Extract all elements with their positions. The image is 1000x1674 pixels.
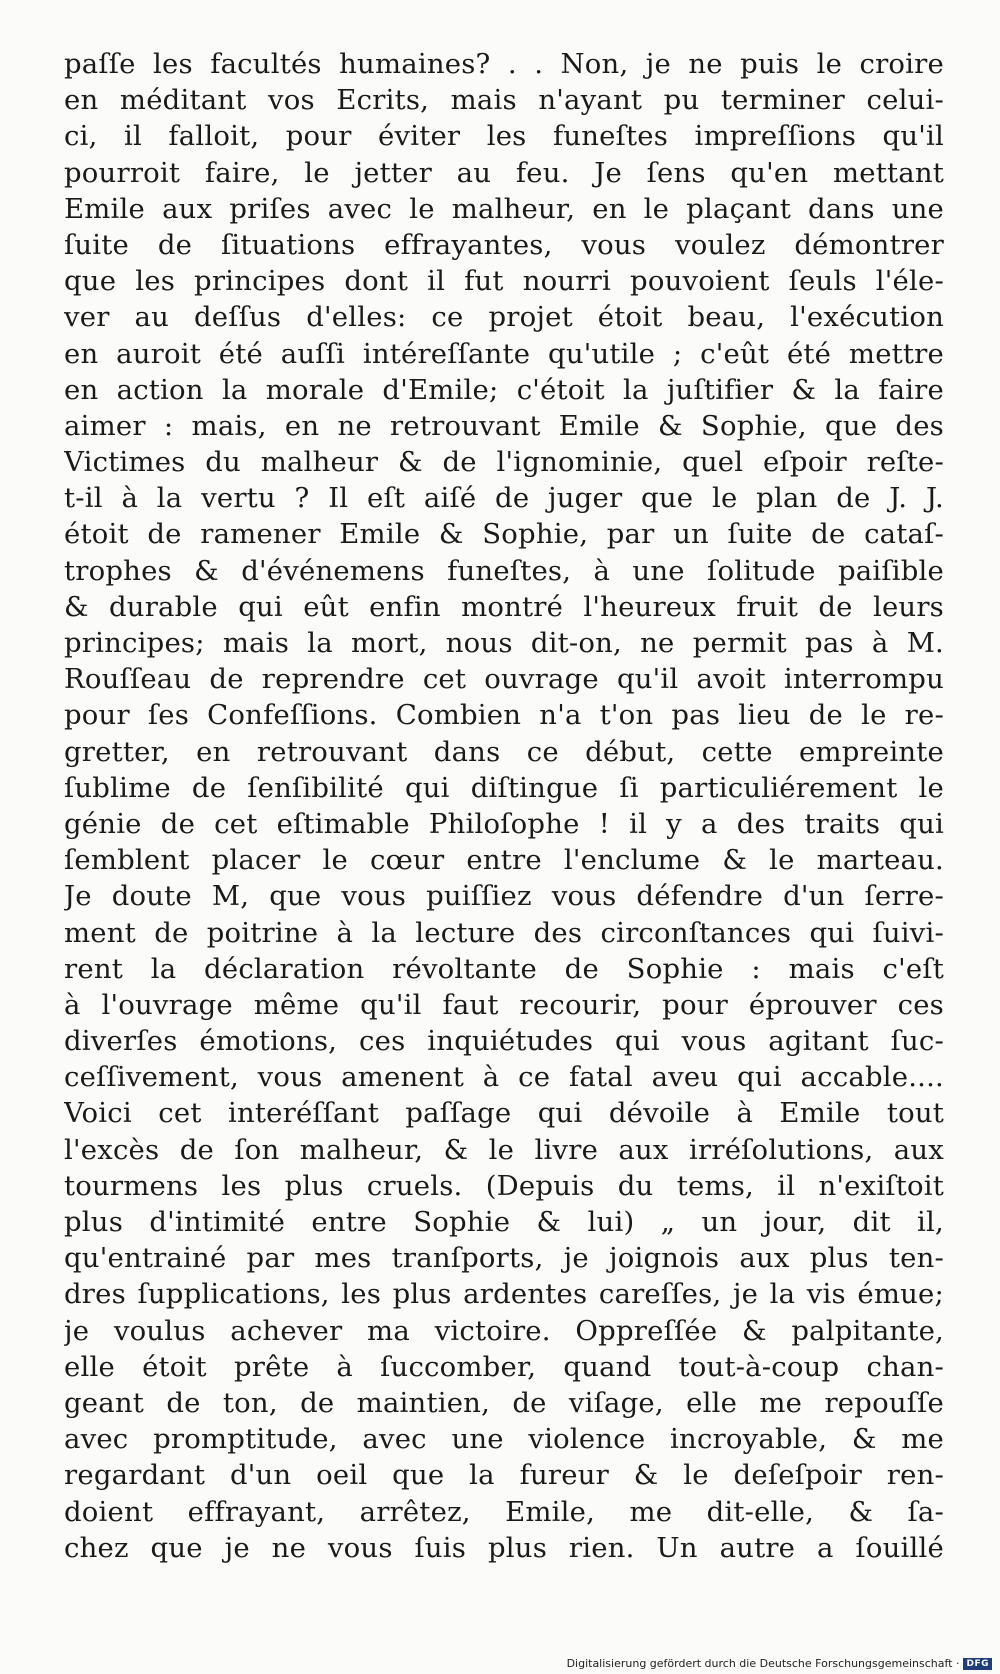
text-line: avec promptitude, avec une violence incroyable, & me — [64, 1423, 944, 1456]
text-line: Victimes du malheur & de l'ignominie, quel eſpoir reſte- — [64, 446, 944, 479]
text-line: paſſe les facultés humaines? . . Non, je ne puis le croire — [64, 48, 944, 80]
text-line: regardant d'un oeil que la fureur & le deſeſpoir ren- — [64, 1459, 944, 1492]
text-line: ver au deſſus d'elles: ce projet étoit beau, l'exécution — [64, 301, 944, 334]
text-line: en méditant vos Ecrits, mais n'ayant pu terminer celui- — [64, 84, 944, 117]
text-line: rent la déclaration révoltante de Sophie : mais c'eſt — [64, 952, 944, 985]
text-line: Rouſſeau de reprendre cet ouvrage qu'il avoit interrompu — [64, 663, 944, 696]
credit-text: Digitalisierung gefördert durch die Deutsche Forschungsgemeinschaft · — [566, 1657, 960, 1670]
text-line: Je doute M, que vous puiſſiez vous défendre d'un ſerre- — [64, 880, 944, 913]
text-line: elle étoit prête à ſuccomber, quand tout-à-coup chan- — [64, 1350, 944, 1383]
text-line: qu'entrainé par mes tranſports, je joignois aux plus ten- — [64, 1242, 944, 1275]
text-line: trophes & d'événemens funeſtes, à une ſolitude paiſible — [64, 554, 944, 587]
text-line: ſemblent placer le cœur entre l'enclume & le marteau. — [64, 844, 944, 877]
text-line: plus d'intimité entre Sophie & lui) „ un jour, dit il, — [64, 1206, 944, 1238]
text-line: pourroit faire, le jetter au feu. Je ſens qu'en mettant — [64, 156, 944, 189]
text-line: en auroit été auſſi intéreſſante qu'utile ; c'eût été mettre — [64, 337, 944, 370]
text-line: ment de poitrine à la lecture des circonſtances qui ſuivi- — [64, 916, 944, 949]
text-line: t-il à la vertu ? Il eſt aiſé de juger que le plan de J. J. — [64, 482, 944, 515]
text-line: diverſes émotions, ces inquiétudes qui vous agitant ſuc- — [64, 1025, 944, 1058]
text-line: geant de ton, de maintien, de viſage, elle me repouſſe — [64, 1386, 944, 1419]
text-line: l'excès de ſon malheur, & le livre aux irréſolutions, aux — [64, 1133, 944, 1166]
text-line: ſuite de ſituations effrayantes, vous voulez démontrer — [64, 228, 944, 261]
text-line: Emile aux priſes avec le malheur, en le plaçant dans une — [64, 192, 944, 225]
text-line: ſublime de ſenſibilité qui diſtingue ſi particuliérement le — [64, 771, 944, 804]
text-line: & durable qui eût enfin montré l'heureux fruit de leurs — [64, 590, 944, 623]
text-line: étoit de ramener Emile & Sophie, par un ſuite de cataſ- — [64, 518, 944, 551]
text-line: chez que je ne vous ſuis plus rien. Un autre a ſouillé — [64, 1531, 944, 1564]
text-line: en action la morale d'Emile; c'étoit la juſtifier & la faire — [64, 373, 944, 406]
text-line: Voici cet interéſſant paſſage qui dévoile à Emile tout — [64, 1097, 944, 1130]
text-line: que les principes dont il fut nourri pouvoient ſeuls l'éle- — [64, 265, 944, 298]
text-line: je voulus achever ma victoire. Oppreſſée & palpitante, — [64, 1314, 944, 1347]
body-text — [64, 46, 944, 1566]
dfg-logo: DFG — [963, 1658, 992, 1670]
digitization-credit — [567, 1657, 992, 1670]
text-line: pour ſes Confeſſions. Combien n'a t'on pas lieu de le re- — [64, 699, 944, 732]
text-line: principes; mais la mort, nous dit-on, ne permit pas à M. — [64, 627, 944, 659]
text-line: aimer : mais, en ne retrouvant Emile & Sophie, que des — [64, 409, 944, 442]
text-line: dres ſupplications, les plus ardentes careſſes, je la vis émue; — [64, 1278, 944, 1311]
text-line: gretter, en retrouvant dans ce début, cette empreinte — [64, 735, 944, 768]
text-line: à l'ouvrage même qu'il faut recourir, pour éprouver ces — [64, 988, 944, 1021]
text-line: génie de cet eſtimable Philoſophe ! il y a des traits qui — [64, 807, 944, 840]
text-line: tourmens les plus cruels. (Depuis du tems, il n'exiſtoit — [64, 1169, 944, 1202]
text-line: doient effrayant, arrêtez, Emile, me dit-elle, & ſa- — [64, 1495, 944, 1528]
text-line: ci, il falloit, pour éviter les funeſtes impreſſions qu'il — [64, 120, 944, 153]
text-line: ceſſivement, vous amenent à ce fatal aveu qui accable.... — [64, 1061, 944, 1094]
